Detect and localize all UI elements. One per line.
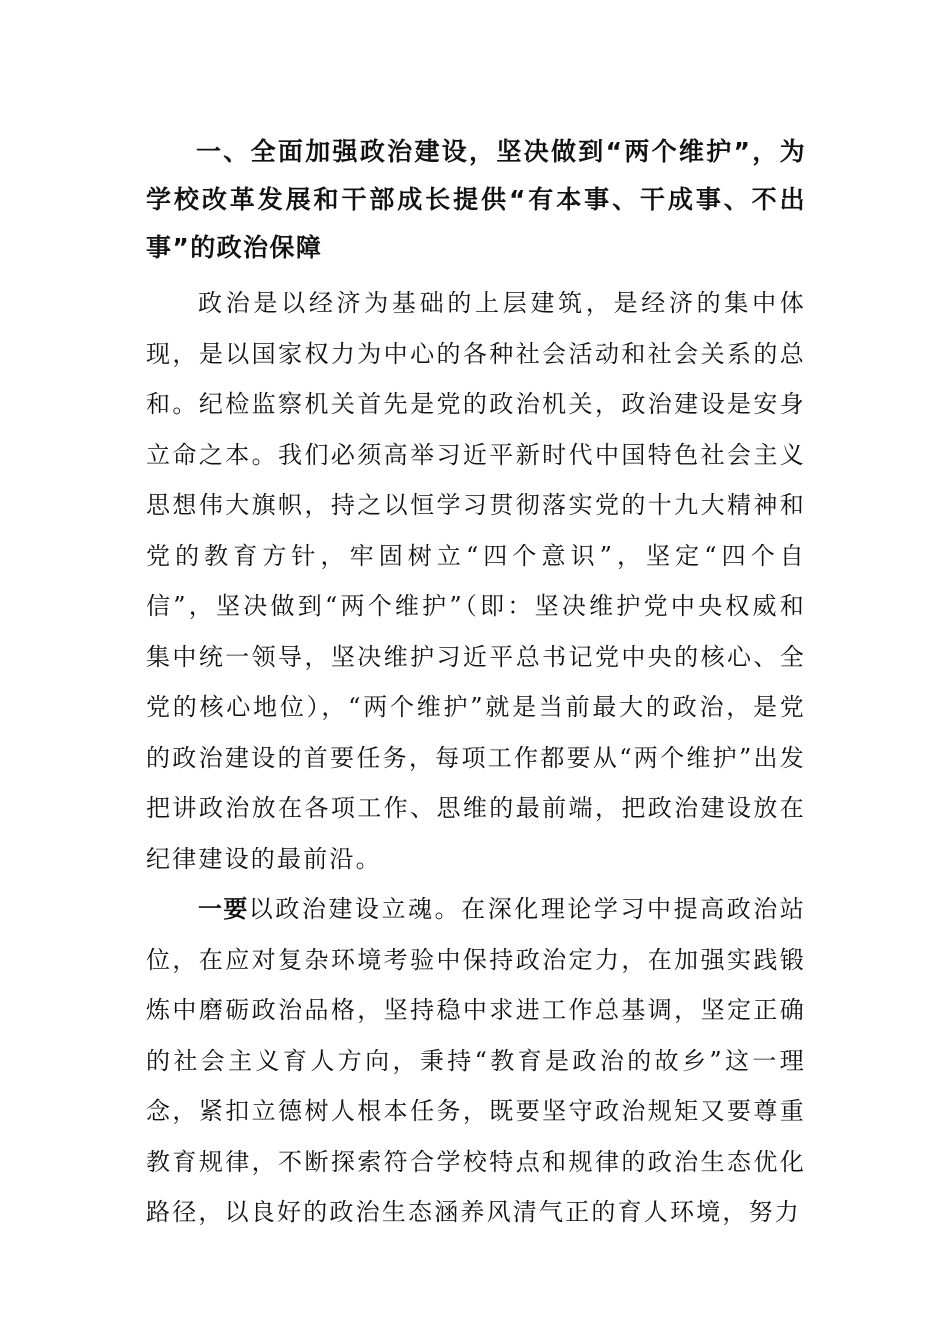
paragraph-lead: 一要 (198, 895, 249, 923)
body-paragraph (146, 884, 806, 1238)
section-heading: 一、全面加强政治建设，坚决做到“两个维护”，为学校改革发展和干部成长提供“有本事、干成事、不出事”的政治保障 (146, 137, 806, 262)
body-paragraph: 政治是以经济为基础的上层建筑，是经济的集中体现，是以国家权力为中心的各种社会活动和社会关系的总和。纪检监察机关首先是党的政治机关，政治建设是安身立命之本。我们必须高举习近平新时代中国特色社会主义思想伟大旗帜，持之以恒学习贯彻落实党的十九大精神和党的教育方针，牢固树立“四个意识”，坚定“四个自信”，坚决做到“两个维护”（即：坚决维护党中央权威和集中统一领导，坚决维护习近平总书记党中央的核心、全党的核心地位），“两个维护”就是当前最大的政治，是党的政治建设的首要任务，每项工作都要从“两个维护”出发把讲政治放在各项工作、思维的最前端，把政治建设放在纪律建设的最前沿。 (146, 289, 806, 873)
paragraph-text: 以政治建设立魂。在深化理论学习中提高政治站位，在应对复杂环境考验中保持政治定力，在加强实践锻炼中磨砺政治品格，坚持稳中求进工作总基调，坚定正确的社会主义育人方向，秉持“教育是政治的故乡”这一理念，紧扣立德树人根本任务，既要坚守政治规矩又要尊重教育规律，不断探索符合学校特点和规律的政治生态优化路径，以良好的政治生态涵养风清气正的育人环境，努力 (146, 895, 807, 1226)
document-page (146, 128, 806, 1238)
